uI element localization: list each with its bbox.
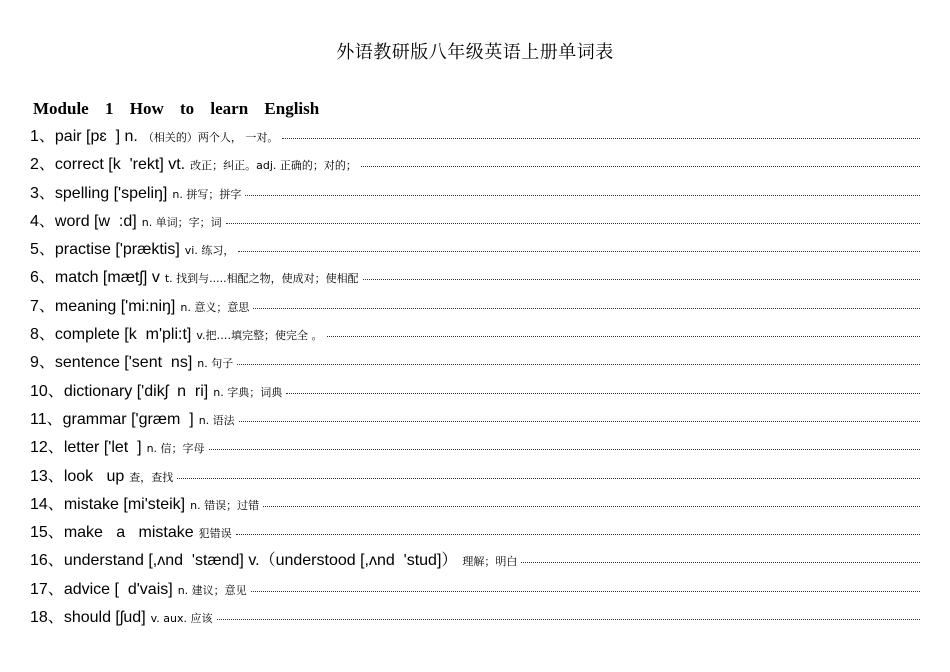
entry-definition: v.把….填完整；使完全 。 bbox=[196, 329, 323, 343]
entry-number: 18、 bbox=[30, 609, 64, 627]
fill-line bbox=[251, 591, 920, 592]
fill-line bbox=[286, 393, 920, 394]
entry-number: 13、 bbox=[30, 467, 64, 485]
entry-term: practise ['præktis] bbox=[54, 241, 180, 259]
entry-term: spelling ['speliŋ] bbox=[54, 184, 168, 202]
entry-definition: n. 字典；词典 bbox=[213, 385, 283, 399]
entry-definition: n. 信；字母 bbox=[146, 442, 205, 456]
entry-number: 10、 bbox=[30, 382, 64, 400]
entry-definition: n. 建议；意见 bbox=[177, 583, 247, 597]
entry-term: meaning ['mi:niŋ] bbox=[54, 297, 176, 315]
entry-number: 15、 bbox=[30, 524, 64, 542]
entry-term: dictionary ['dikʃ n ri] bbox=[63, 382, 209, 400]
entry-number: 14、 bbox=[30, 495, 64, 513]
entry-number: 1、 bbox=[30, 128, 55, 145]
fill-line bbox=[263, 506, 920, 507]
vocab-entry bbox=[30, 491, 920, 519]
entry-term: pair [pɛ ] n. bbox=[54, 128, 138, 145]
entry-number: 4、 bbox=[30, 212, 55, 230]
entry-term: should [ʃud] bbox=[63, 609, 146, 627]
entry-term: sentence ['sent ns] bbox=[54, 354, 193, 372]
entry-definition: 犯错误 bbox=[198, 527, 232, 541]
vocab-entry bbox=[30, 576, 920, 604]
entry-definition: n. 错误；过错 bbox=[190, 498, 260, 512]
fill-line bbox=[521, 562, 920, 563]
entry-term: make a mistake bbox=[63, 524, 194, 542]
entry-term: letter ['let ] bbox=[63, 439, 142, 457]
fill-line bbox=[363, 279, 920, 280]
fill-line bbox=[239, 421, 920, 422]
entry-number: 8、 bbox=[30, 326, 55, 344]
entry-term: correct [k 'rekt] vt. bbox=[54, 156, 186, 174]
entry-term: mistake [mi'steik] bbox=[63, 495, 186, 513]
vocab-entry bbox=[30, 434, 920, 462]
vocab-entry bbox=[30, 349, 920, 377]
vocab-entry bbox=[30, 208, 920, 236]
fill-line bbox=[226, 223, 920, 224]
vocab-entry bbox=[30, 547, 920, 575]
entry-number: 6、 bbox=[30, 269, 55, 287]
entry-term: match [mætʃ] v bbox=[54, 269, 160, 287]
fill-line bbox=[361, 166, 920, 167]
entry-definition: v. aux. 应该 bbox=[150, 612, 213, 626]
fill-line bbox=[209, 449, 920, 450]
fill-line bbox=[177, 478, 920, 479]
fill-line bbox=[282, 138, 920, 139]
entry-term: understand [,ʌnd 'stænd] v.（understood [,ʌnd 'stud]） bbox=[63, 552, 458, 570]
vocab-entry bbox=[30, 236, 920, 264]
fill-line bbox=[253, 308, 920, 309]
fill-line bbox=[245, 195, 920, 196]
module-heading: Module 1 How to learn English bbox=[33, 99, 320, 118]
entry-number: 7、 bbox=[30, 297, 55, 315]
vocab-entry bbox=[30, 321, 920, 349]
page-title: 外语教研版八年级英语上册单词表 bbox=[336, 42, 614, 63]
vocab-entry bbox=[30, 406, 920, 434]
entry-term: advice [ d'vais] bbox=[63, 580, 173, 598]
vocab-entry bbox=[30, 378, 920, 406]
entry-term: look up bbox=[63, 467, 125, 485]
fill-line bbox=[236, 534, 920, 535]
entry-definition: 改正；纠正。adj. 正确的；对的； bbox=[190, 159, 357, 173]
vocab-entry bbox=[30, 293, 920, 321]
entry-term: grammar ['ɡræm ] bbox=[62, 410, 194, 428]
vocab-entry bbox=[30, 180, 920, 208]
entry-definition: 查，查找 bbox=[129, 470, 174, 484]
vocab-entry bbox=[30, 519, 920, 547]
entry-term: word [w :d] bbox=[54, 212, 137, 230]
fill-line bbox=[217, 619, 920, 620]
entry-definition: n. 意义；意思 bbox=[180, 300, 250, 314]
entry-number: 5、 bbox=[30, 241, 55, 259]
entry-definition: vi. 练习， bbox=[184, 244, 235, 258]
entry-number: 12、 bbox=[30, 439, 64, 457]
entry-number: 3、 bbox=[30, 184, 55, 202]
entry-definition: n. 语法 bbox=[198, 413, 235, 427]
vocab-entry bbox=[30, 123, 920, 151]
vocab-entry bbox=[30, 264, 920, 292]
entry-term: complete [k m'pli:t] bbox=[54, 326, 192, 344]
fill-line bbox=[237, 364, 920, 365]
entry-number: 16、 bbox=[30, 552, 64, 570]
entry-definition: n. 句子 bbox=[197, 357, 234, 371]
entry-number: 2、 bbox=[30, 156, 55, 174]
entry-definition: （相关的）两个人， 一对。 bbox=[142, 131, 279, 144]
vocab-entry bbox=[30, 463, 920, 491]
entry-definition: n. 单词；字；词 bbox=[141, 215, 222, 229]
vocab-entry bbox=[30, 604, 920, 632]
entry-definition: 理解；明白 bbox=[462, 555, 518, 569]
fill-line bbox=[238, 251, 920, 252]
entry-number: 11、 bbox=[30, 410, 63, 428]
fill-line bbox=[327, 336, 921, 337]
vocabulary-list bbox=[30, 123, 920, 632]
entry-definition: t. 找到与.....相配之物，使成对；使相配 bbox=[164, 272, 359, 286]
entry-definition: n. 拼写；拼字 bbox=[172, 187, 242, 201]
entry-number: 9、 bbox=[30, 354, 55, 372]
vocab-entry bbox=[30, 151, 920, 179]
entry-number: 17、 bbox=[30, 580, 64, 598]
